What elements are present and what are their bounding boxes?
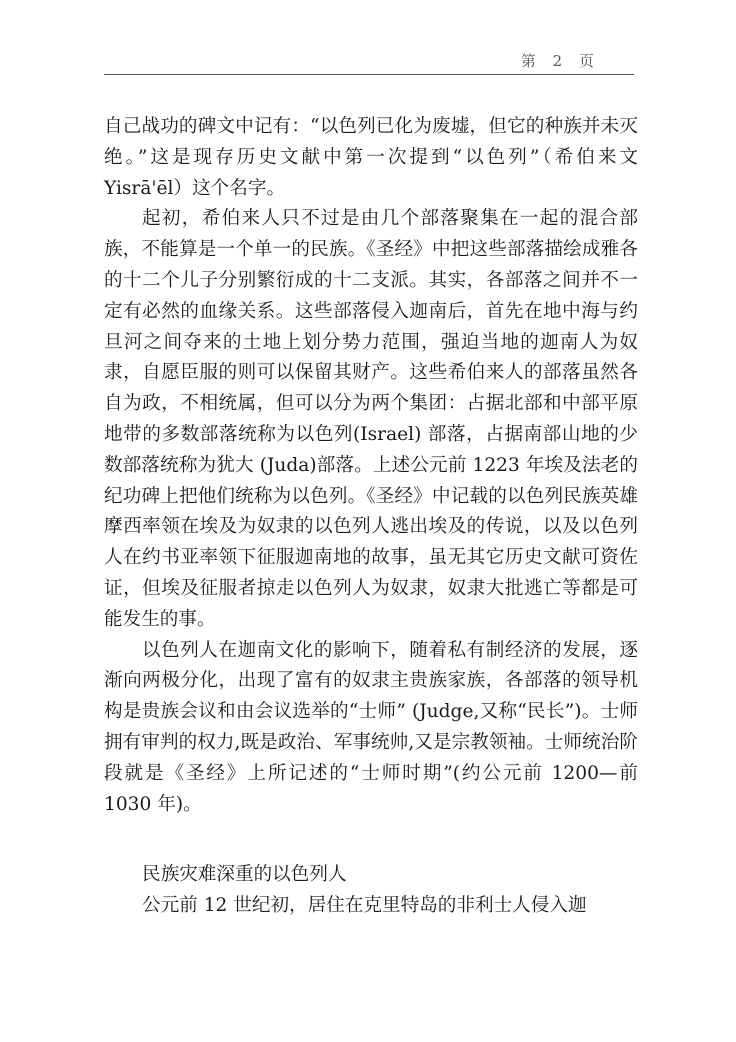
paragraph-2: 起初，希伯来人只不过是由几个部落聚集在一起的混合部族，不能算是一个单一的民族。《圣经》中把这些部落描绘成雅各的十二个儿子分别繁衍成的十二支派。其实，各部落之间并不一定有必然的血缘关系。这些部落侵入迦南后，首先在地中海与约旦河之间夺来的土地上划分势力范围，强迫当地的迦南人为奴隶，自愿臣服的则可以保留其财产。这些希伯来人的部落虽然各自为政，不相统属，但可以分为两个集团：占据北部和中部平原地带的多数部落统称为以色列(Israel) 部落，占据南部山地的少数部落统称为犹大 (Juda)部落。上述公元前 1223 年埃及法老的纪功碑上把他们统称为以色列。《圣经》中记载的以色列民族英雄摩西率领在埃及为奴隶的以色列人逃出埃及的传说，以及以色列人在约书亚率领下征服迦南地的故事，虽无其它历史文献可资佐证，但埃及征服者掠走以色列人为奴隶，奴隶大批逃亡等都是可能发生的事。 (104, 208, 638, 630)
page-header (104, 52, 634, 75)
section-heading: 民族灾难深重的以色列人 (142, 864, 347, 886)
document-body (104, 112, 638, 922)
page-number: 第 2 页 (520, 52, 600, 70)
paragraph-4: 公元前 12 世纪初，居住在克里特岛的非利士人侵入迦 (142, 895, 587, 917)
paragraph-1: 自己战功的碑文中记有：“以色列已化为废墟，但它的种族并未灭绝。”这是现存历史文献中第一次提到“以色列”（希伯来文 Yisrā'ēl）这个名字。 (104, 116, 638, 199)
section-gap (104, 820, 638, 860)
paragraph-3: 以色列人在迦南文化的影响下，随着私有制经济的发展，逐渐向两极分化，出现了富有的奴隶主贵族家族，各部落的领导机构是贵族会议和由会议选举的“士师” (Judge,又称“民长”)。士师拥有审判的权力,既是政治、军事统帅,又是宗教领袖。士师统治阶段就是《圣经》上所记述的“士师时期”(约公元前 1200—前 1030 年)。 (104, 639, 638, 815)
